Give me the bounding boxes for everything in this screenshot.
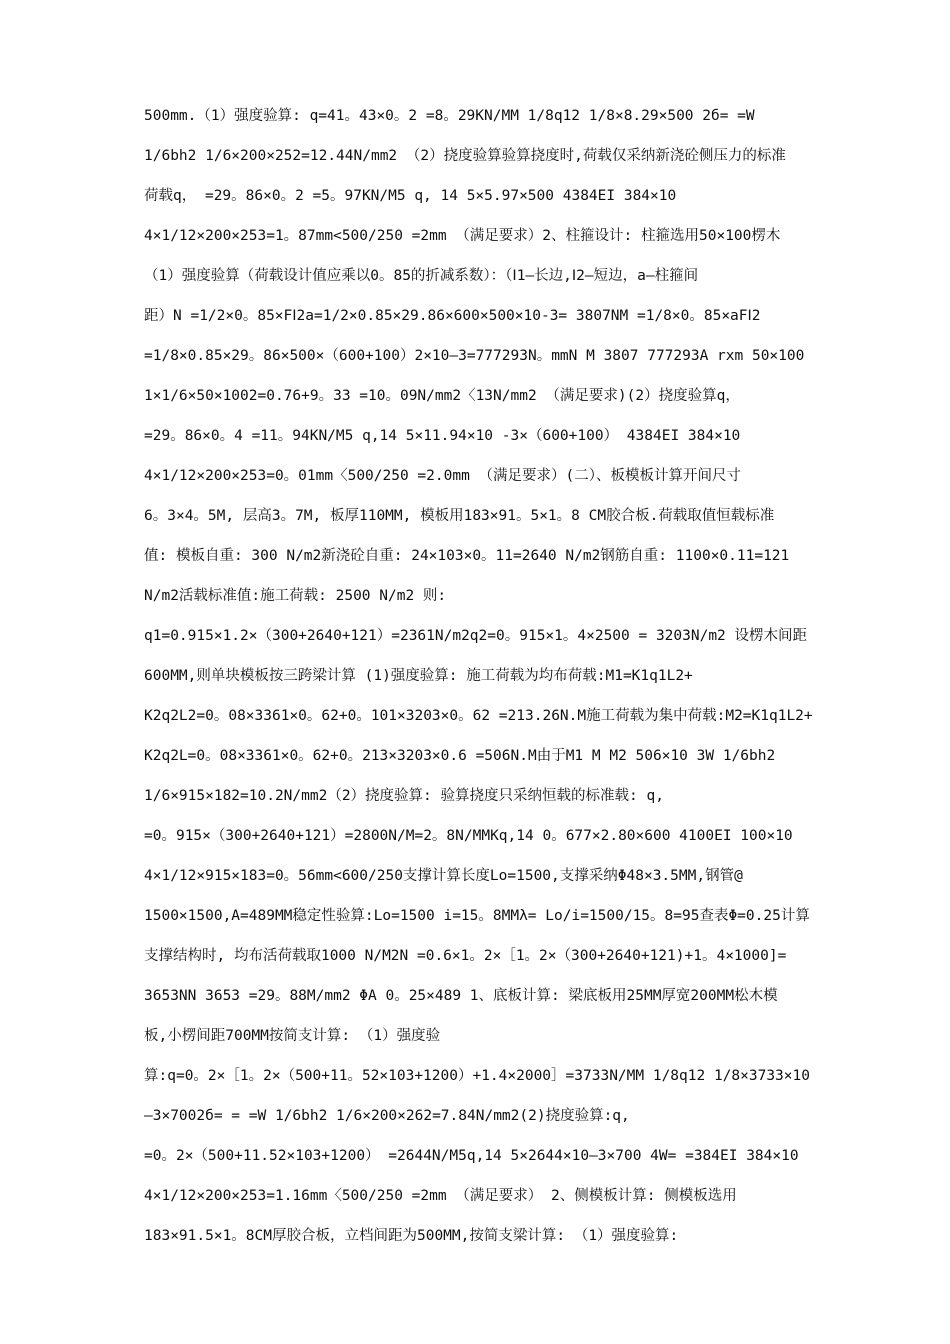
text-line: =29。86×0。4 =11。94KN/M5 q,14 5×11.94×10 -3×（600+100） 4384EI 384×10 [144, 428, 741, 444]
text-line: 板,小楞间距700MM按简支计算: （1）强度验 [144, 1028, 441, 1044]
calculation-text-body [144, 96, 864, 1256]
text-line: 4×1/12×200×253=1。87mm<500/250 =2mm （满足要求）2、柱箍设计: 柱箍选用50×100楞木 [144, 228, 781, 244]
text-line: 6。3×4。5M, 层高3。7M, 板厚110MM, 模板用183×91。5×1。8 CM胶合板.荷载取值恒载标准 [144, 508, 775, 524]
text-line: 1/6bh2 1/6×200×252=12.44N/mm2 （2）挠度验算验算挠度时,荷载仅采纳新浇砼侧压力的标准 [144, 148, 786, 164]
text-line: =0。915×（300+2640+121）=2800N/M=2。8N/MMKq,14 0。677×2.80×600 4100EI 100×10 [144, 828, 793, 844]
text-line: 1×1/6×50×1002=0.76+9。33 =10。09N/mm2〈13N/mm2 （满足要求)(2）挠度验算q， [144, 388, 740, 404]
text-line: K2q2L2=0。08×3361×0。62+0。101×3203×0。62 =213.26N.M施工荷载为集中荷载:M2=K1q1L2+ [144, 708, 813, 724]
text-line: 4×1/12×200×253=0。01mm〈500/250 =2.0mm （满足要求）(二）、板模板计算开间尺寸 [144, 468, 742, 484]
text-line: 支撑结构时, 均布活荷载取1000 N/M2N =0.6×1。2×［1。2×（300+2640+121)+1。4×1000]= [144, 948, 787, 964]
text-line: 183×91.5×1。8CM厚胶合板，立档间距为500MM,按简支梁计算: （1）强度验算: [144, 1228, 679, 1244]
text-line: 4×1/12×200×253=1.16mm〈500/250 =2mm （满足要求） 2、侧模板计算: 侧模板选用 [144, 1188, 737, 1204]
text-line: N/m2活载标准值:施工荷载: 2500 N/m2 则: [144, 588, 447, 604]
text-line: 3653NN 3653 =29。88M/mm2 ΦA 0。25×489 1、底板计算: 梁底板用25MM厚宽200MM松木模 [144, 988, 778, 1004]
text-line: 1500×1500,A=489MM稳定性验算:Lo=1500 i=15。8MMλ= Lo/i=1500/15。8=95查表Φ=0.25计算 [144, 908, 810, 924]
text-line: （1）强度验算（荷载设计值应乘以0。85的折减系数）：（Ⅰ1—长边,Ⅰ2—短边，a—柱箍间 [144, 268, 699, 284]
text-line: q1=0.915×1.2×（300+2640+121）=2361N/m2q2=0。915×1。4×2500 = 3203N/m2 设楞木间距 [144, 628, 808, 644]
text-line: 距）N =1/2×0。85×FⅠ2a=1/2×0.85×29.86×600×500×10-3= 3807NM =1/8×0。85×aFⅠ2 [144, 308, 761, 324]
text-line: 值: 模板自重: 300 N/m2新浇砼自重: 24×103×0。11=2640 N/m2钢筋自重: 1100×0.11=121 [144, 548, 790, 564]
text-line: —3×7002б= = =W 1/6bh2 1/6×200×262=7.84N/mm2(2)挠度验算:q, [144, 1108, 630, 1124]
text-line: =1/8×0.85×29。86×500×（600+100）2×10—3=777293N。mmN M 3807 777293A rxm 50×100 [144, 348, 805, 364]
text-line: 1/6×915×182=10.2N/mm2（2）挠度验算: 验算挠度只采纳恒载的标准载: q, [144, 788, 664, 804]
text-line: 算:q=0。2×［1。2×（500+11。52×103+1200）+1.4×2000］=3733N/MM 1/8q12 1/8×3733×10 [144, 1068, 810, 1084]
text-line: 4×1/12×915×183=0。56mm<600/250支撑计算长度Lo=1500,支撑采纳Φ48×3.5MM,钢管@ [144, 868, 743, 884]
text-line: 荷载q， =29。86×0。2 =5。97KN/M5 q, 14 5×5.97×500 4384EI 384×10 [144, 188, 677, 204]
text-line: K2q2L=0。08×3361×0。62+0。213×3203×0.6 =506N.M由于M1 M M2 506×10 3W 1/6bh2 [144, 748, 776, 764]
text-line: 500mm.（1）强度验算: q=41。43×0。2 =8。29KN/MM 1/8q12 1/8×8.29×500 2б= =W [144, 108, 755, 124]
text-line: =0。2×（500+11.52×103+1200） =2644N/M5q,14 5×2644×10—3×700 4W= =384EI 384×10 [144, 1148, 799, 1164]
text-line: 600MM,则单块模板按三跨梁计算 (1)强度验算: 施工荷载为均布荷载:M1=K1q1L2+ [144, 668, 693, 684]
